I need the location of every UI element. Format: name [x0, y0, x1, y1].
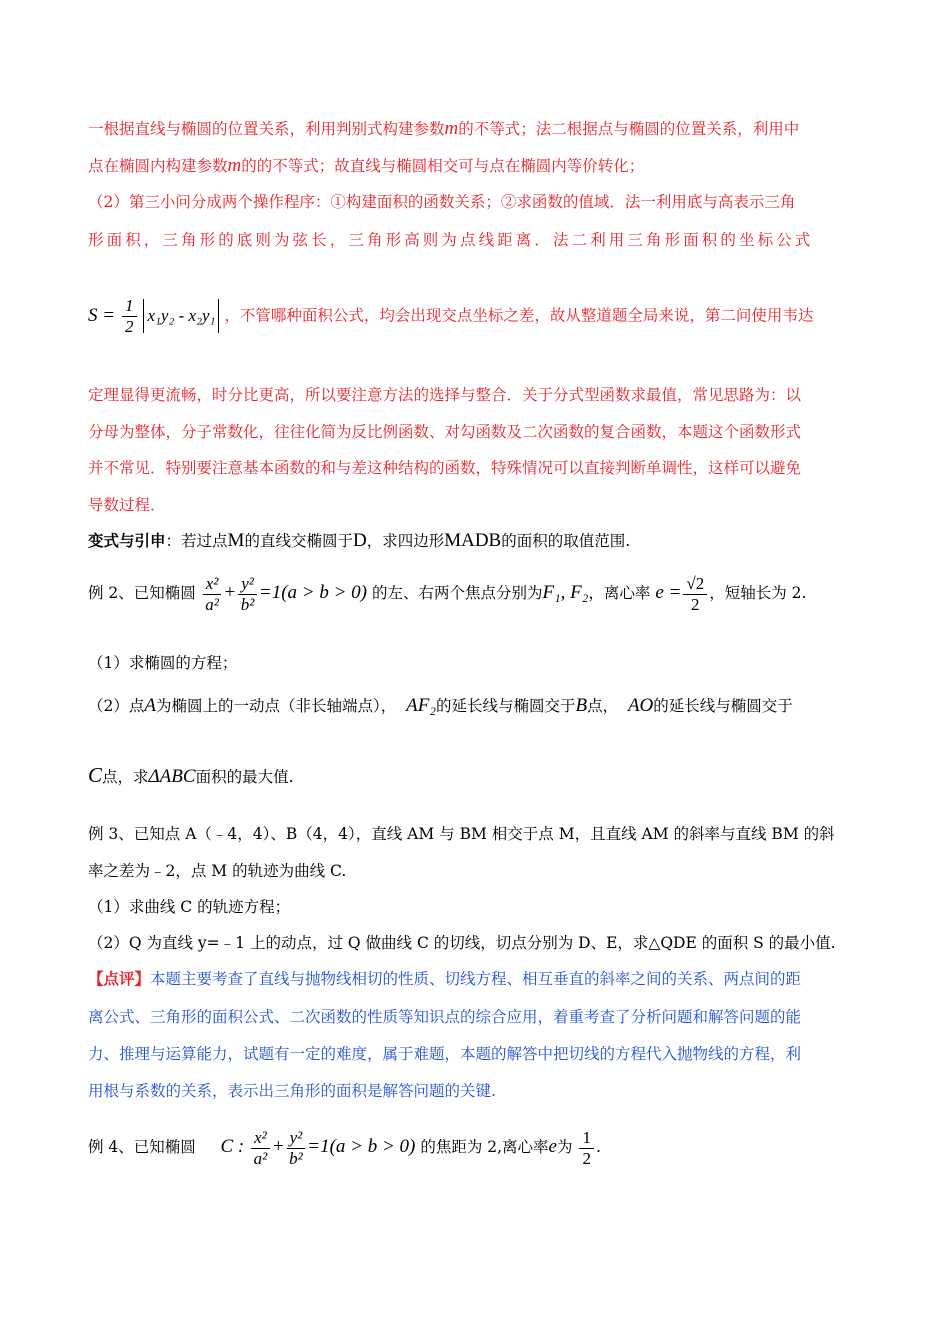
- ex3-line1: 例 3、已知点 A（﹣4，4）、B（4，4），直线 AM 与 BM 相交于点 M，且直线 AM 的斜率与直线 BM 的斜: [88, 825, 835, 843]
- para1-line8: 并不常见．特别要注意基本函数的和与差这种结构的函数，特殊情况可以直接判断单调性，这样可以避免: [88, 459, 802, 477]
- para1-line2: 点在椭圆内构建参数m的的不等式；故直线与椭圆相交可与点在椭圆内等价转化；: [88, 155, 645, 176]
- param-m: m: [227, 155, 242, 176]
- ex2-q3: C点，求ΔABC面积的最大值.: [88, 763, 294, 787]
- para1-line6: 定理显得更流畅，时分比更高，所以要注意方法的选择与整合．关于分式型函数求最值，常见思路为：以: [88, 386, 802, 404]
- ex4-line: 例 4、已知椭圆 C : $\frac{\text{x²}}{\text{a²}}$ + $\frac{\text{y²}}{\text{b²}}$ =1(a > b > 0) 的焦距为 2,离心率e为 $\frac{1}{2}$ .: [88, 1127, 601, 1168]
- para1-line1: 一根据直线与椭圆的位置关系，利用判别式构建参数m的不等式；法二根据点与椭圆的位置关系，利用中: [88, 118, 800, 139]
- comment-label: 【点评】: [88, 969, 151, 988]
- comment-line3: 力、推理与运算能力，试题有一定的难度，属于难题，本题的解答中把切线的方程代入抛物线的方程，利: [88, 1045, 802, 1063]
- ex2-q2: （2）点A为椭圆上的一动点（非长轴端点）， AF₂的延长线与椭圆交于B点， AO的延长线与椭圆交于: [88, 695, 793, 716]
- half-fraction: $\frac{1}{2}$: [122, 296, 137, 337]
- ex2-line1: 例 2、已知椭圆 $\frac{\text{x²}}{\text{a²}}$ + $\frac{\text{y²}}{\text{b²}}$ =1(a > b > 0) 的左、右两个焦点分别为F₁, F₂，离心率 e = $\frac{√2}{2}$ ，短轴长为 2.: [88, 573, 807, 614]
- variant-label: 变式与引申: [88, 531, 166, 550]
- variant-line: 变式与引申：若过点M的直线交椭圆于D，求四边形MADB的面积的取值范围.: [88, 530, 631, 551]
- eccentricity-fraction: $\frac{1}{2}$: [579, 1128, 594, 1169]
- para1-line7: 分母为整体，分子常数化，往往化简为反比例函数、对勾函数及二次函数的复合函数，本题这个函数形式: [88, 423, 802, 441]
- para1-line5: S = $\frac{1}{2}$ x₁y₂ - x₂y₁ ，不管哪种面积公式，均会出现交点坐标之差，故从整道题全局来说，第二问使用韦达: [88, 296, 814, 336]
- ellipse-y-fraction: $\frac{\text{y²}}{\text{b²}}$: [238, 574, 257, 615]
- param-m: m: [444, 118, 459, 139]
- ex3-q1: （1）求曲线 C 的轨迹方程；: [88, 898, 291, 916]
- ellipse-y-fraction: $\frac{\text{y²}}{\text{b²}}$: [287, 1128, 306, 1169]
- para1-line3: （2）第三小问分成两个操作程序：①构建面积的函数关系；②求函数的值域．法一利用底与高表示三角: [88, 193, 796, 211]
- para1-line4: 形面积，三角形的底则为弦长，三角形高则为点线距离．法二利用三角形面积的坐标公式: [88, 231, 814, 249]
- comment-line2: 离公式、三角形的面积公式、二次函数的性质等知识点的综合应用，着重考查了分析问题和解答问题的能: [88, 1008, 802, 1026]
- comment-line1: 【点评】本题主要考查了直线与抛物线相切的性质、切线方程、相互垂直的斜率之间的关系、两点间的距: [88, 969, 802, 988]
- eccentricity-fraction: $\frac{√2}{2}$: [683, 574, 707, 615]
- comment-line4: 用根与系数的关系，表示出三角形的面积是解答问题的关键.: [88, 1082, 496, 1100]
- ex3-line2: 率之差为﹣2，点 M 的轨迹为曲线 C.: [88, 862, 347, 880]
- ex3-q2: （2）Q 为直线 y=﹣1 上的动点，过 Q 做曲线 C 的切线，切点分别为 D、E，求△QDE 的面积 S 的最小值.: [88, 934, 836, 952]
- ex2-q1: （1）求椭圆的方程；: [88, 654, 238, 672]
- area-formula: S = $\frac{1}{2}$ x₁y₂ - x₂y₁: [88, 307, 224, 325]
- ellipse-x-fraction: $\frac{\text{x²}}{\text{a²}}$: [251, 1128, 270, 1169]
- para1-line9: 导数过程．: [88, 496, 166, 514]
- ellipse-x-fraction: $\frac{\text{x²}}{\text{a²}}$: [203, 574, 222, 615]
